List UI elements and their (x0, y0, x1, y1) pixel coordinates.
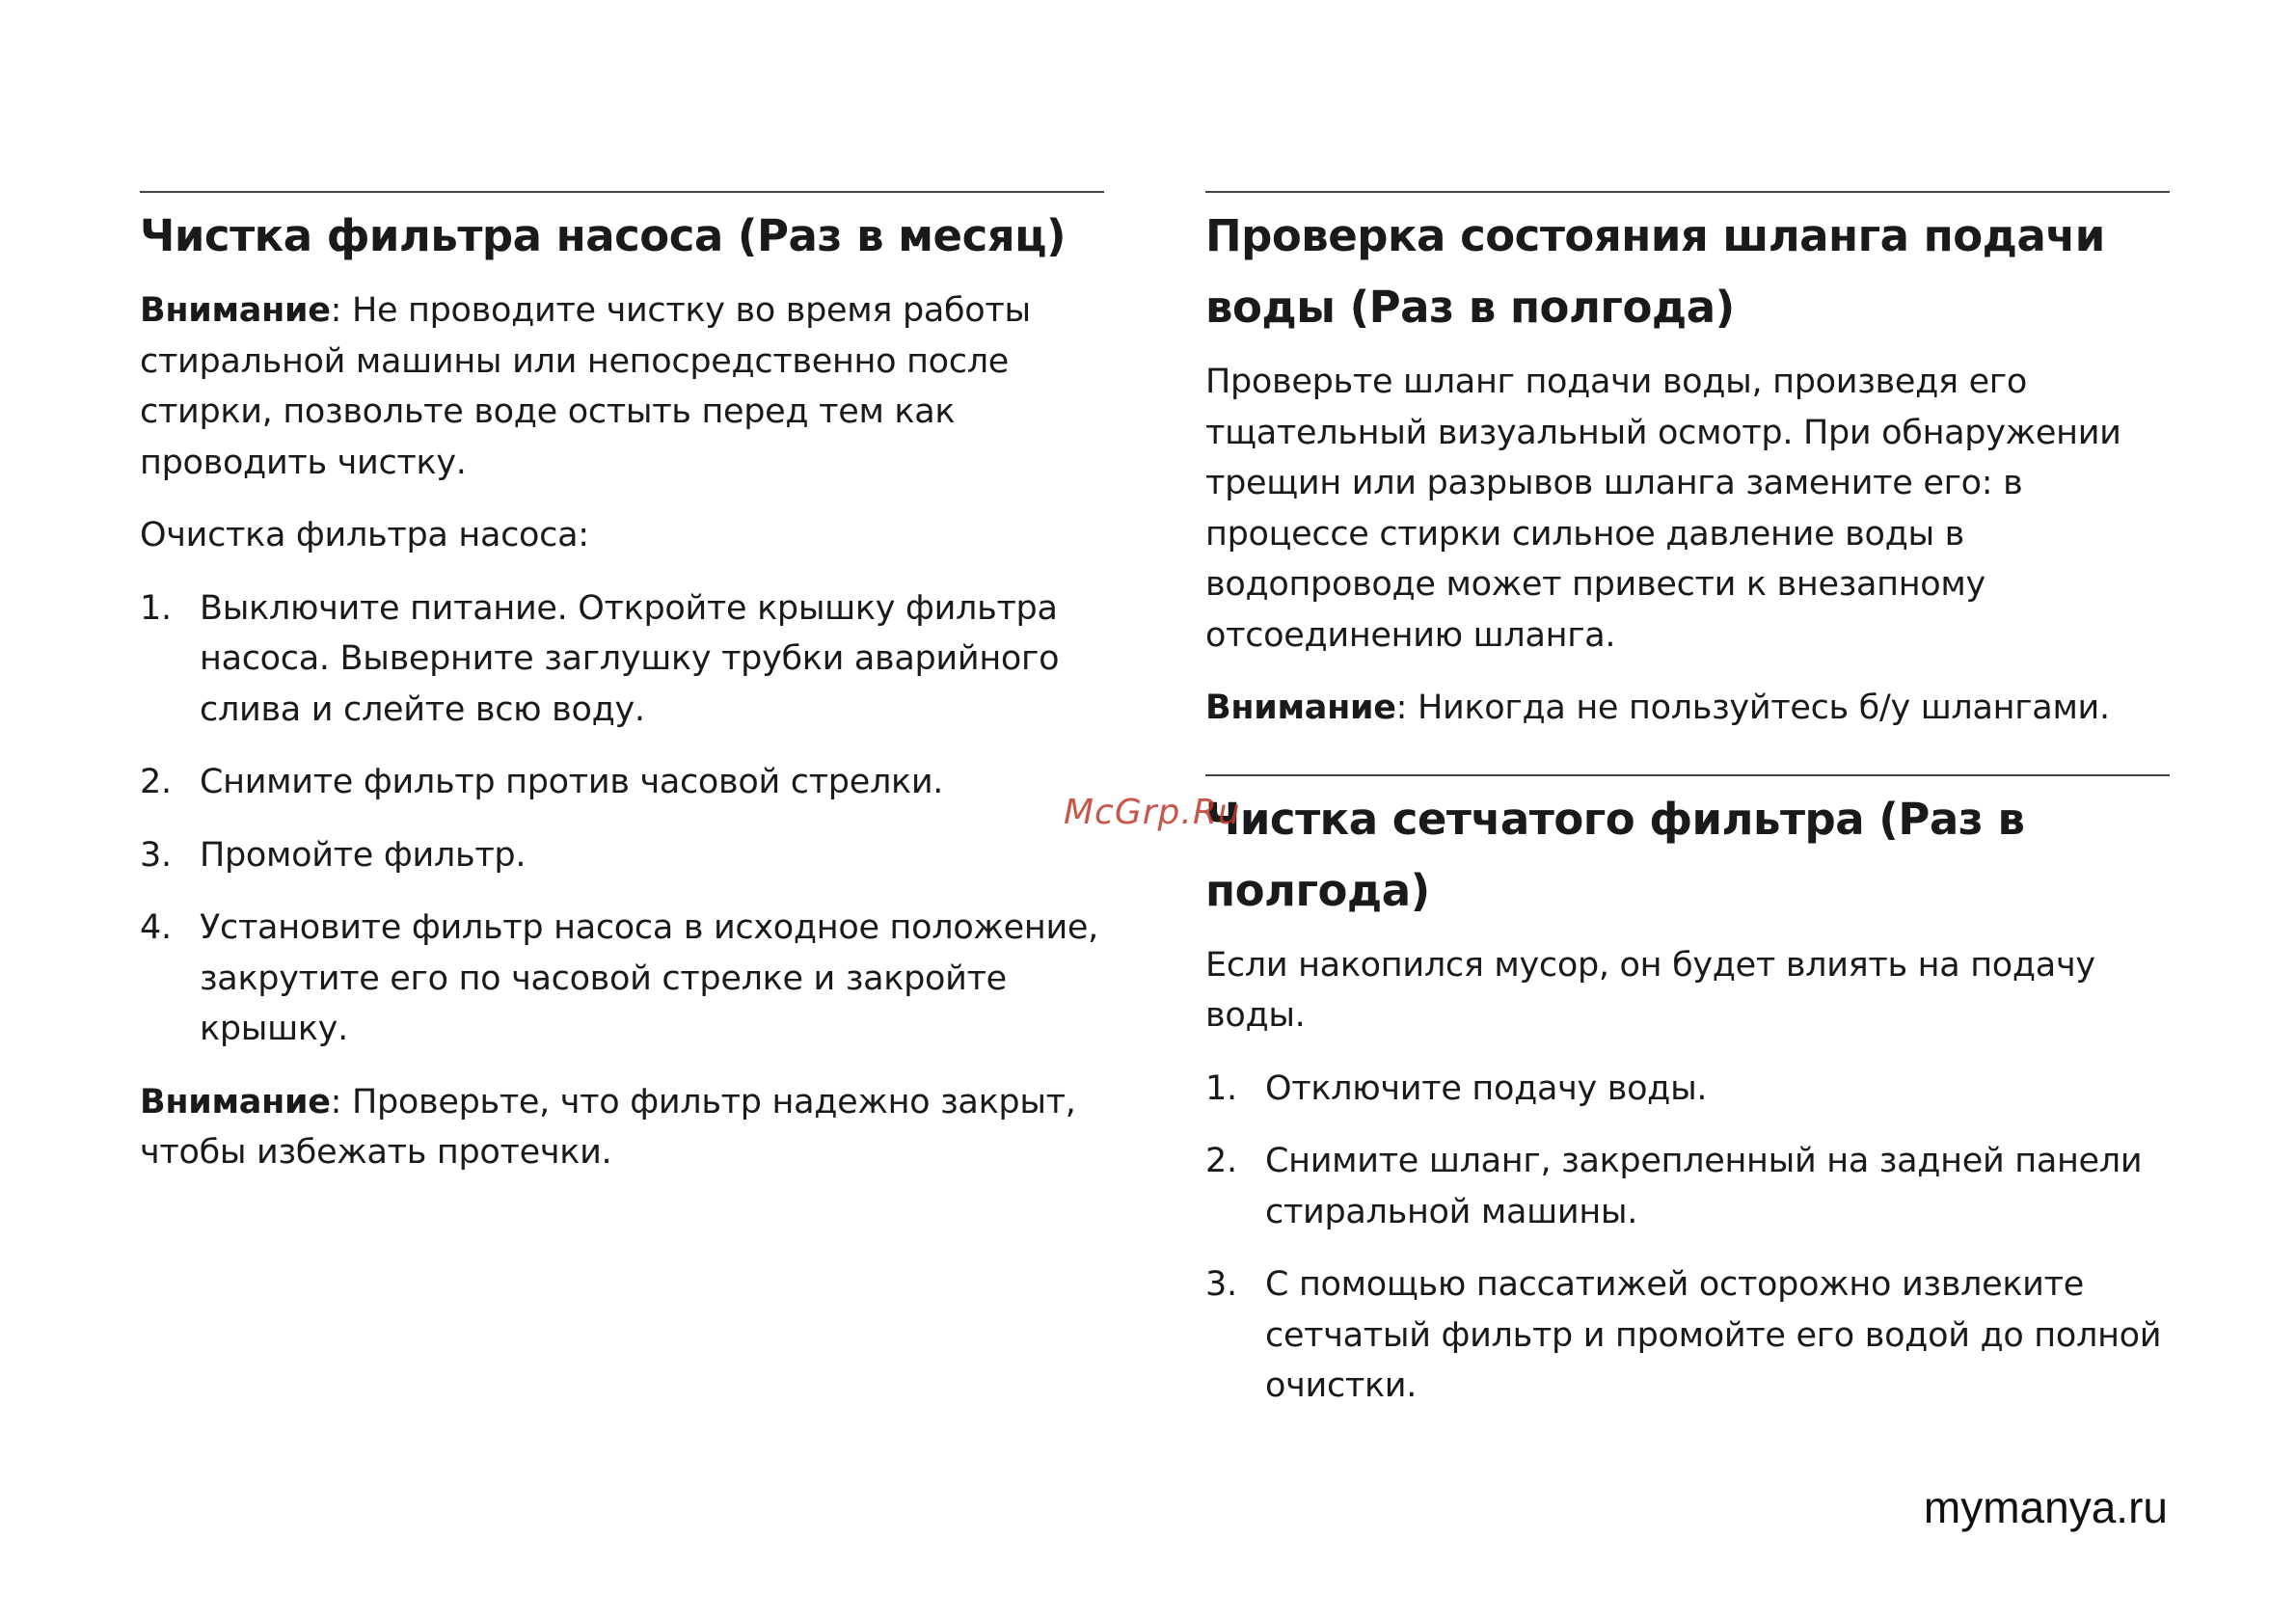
section-divider (140, 191, 1104, 193)
step-text: С помощью пассатижей осторожно извлеките сетчатый фильтр и промойте его водой до полной очистки. (1265, 1265, 2162, 1405)
step-number: 3. (1205, 1265, 1237, 1304)
footer-site-name: mymanya.ru (1923, 1482, 2168, 1532)
step-number: 2. (1205, 1142, 1237, 1180)
warning-label: Внимание (140, 291, 331, 330)
step-text: Отключите подачу воды. (1265, 1068, 1708, 1108)
right-column (1205, 191, 2170, 1434)
list-item (140, 583, 1104, 736)
pump-filter-steps (140, 583, 1104, 1055)
warning-paragraph (1205, 683, 2170, 734)
section-title-mesh-filter: Чистка сетчатого фильтра (Раз в полгода) (1205, 793, 2025, 916)
mesh-filter-paragraph: Если накопился мусор, он будет влиять на подачу воды. (1205, 945, 2095, 1035)
step-number: 3. (140, 835, 172, 875)
warning-text: : Не проводите чистку во время работы стиральной машины или непосредственно после стирки, позвольте воде остыть перед тем как проводить чистку. (140, 291, 1031, 482)
step-number: 1. (1205, 1068, 1237, 1108)
mesh-filter-section (1205, 774, 2170, 1412)
warning-label: Внимание (1205, 689, 1396, 727)
section-title-pump-filter: Чистка фильтра насоса (Раз в месяц) (140, 210, 1067, 261)
intro-paragraph: Очистка фильтра насоса: (140, 516, 589, 554)
list-item (140, 830, 1104, 881)
left-column (140, 191, 1104, 1201)
section-title-hose-check: Проверка состояния шланга подачи воды (Раз в полгода) (1205, 210, 2105, 333)
list-item (1205, 1064, 2170, 1115)
step-text: Установите фильтр насоса в исходное положение, закрутите его по часовой стрелке и закройте крышку. (200, 908, 1098, 1048)
step-text: Снимите фильтр против часовой стрелки. (200, 763, 944, 801)
warning-paragraph (140, 1077, 1104, 1178)
step-number: 2. (140, 763, 172, 801)
section-divider (1205, 191, 2170, 193)
section-divider (1205, 774, 2170, 776)
list-item (140, 903, 1104, 1055)
list-item (1205, 1136, 2170, 1237)
warning-paragraph (140, 285, 1104, 488)
step-text: Снимите шланг, закрепленный на задней панели стиральной машины. (1265, 1142, 2143, 1231)
list-item (140, 757, 1104, 808)
step-number: 4. (140, 908, 172, 947)
list-item (1205, 1259, 2170, 1412)
watermark: McGrp.Ru (1064, 793, 1241, 832)
warning-text: : Никогда не пользуйтесь б/у шлангами. (1395, 689, 2110, 727)
hose-check-paragraph: Проверьте шланг подачи воды, произведя его тщательный визуальный осмотр. При обнаружении трещин или разрывов шланга замените его: в процессе стирки сильное давление воды в водопроводе может привести к внезапному отсоединению шланга. (1205, 363, 2121, 655)
mesh-filter-steps (1205, 1064, 2170, 1412)
step-number: 1. (140, 588, 172, 628)
step-text: Выключите питание. Откройте крышку фильтра насоса. Выверните заглушку трубки аварийного слива и слейте всю воду. (200, 588, 1060, 729)
warning-text: : Проверьте, что фильтр надежно закрыт, чтобы избежать протечки. (140, 1082, 1076, 1172)
step-text: Промойте фильтр. (200, 835, 527, 875)
warning-label: Внимание (140, 1082, 331, 1121)
